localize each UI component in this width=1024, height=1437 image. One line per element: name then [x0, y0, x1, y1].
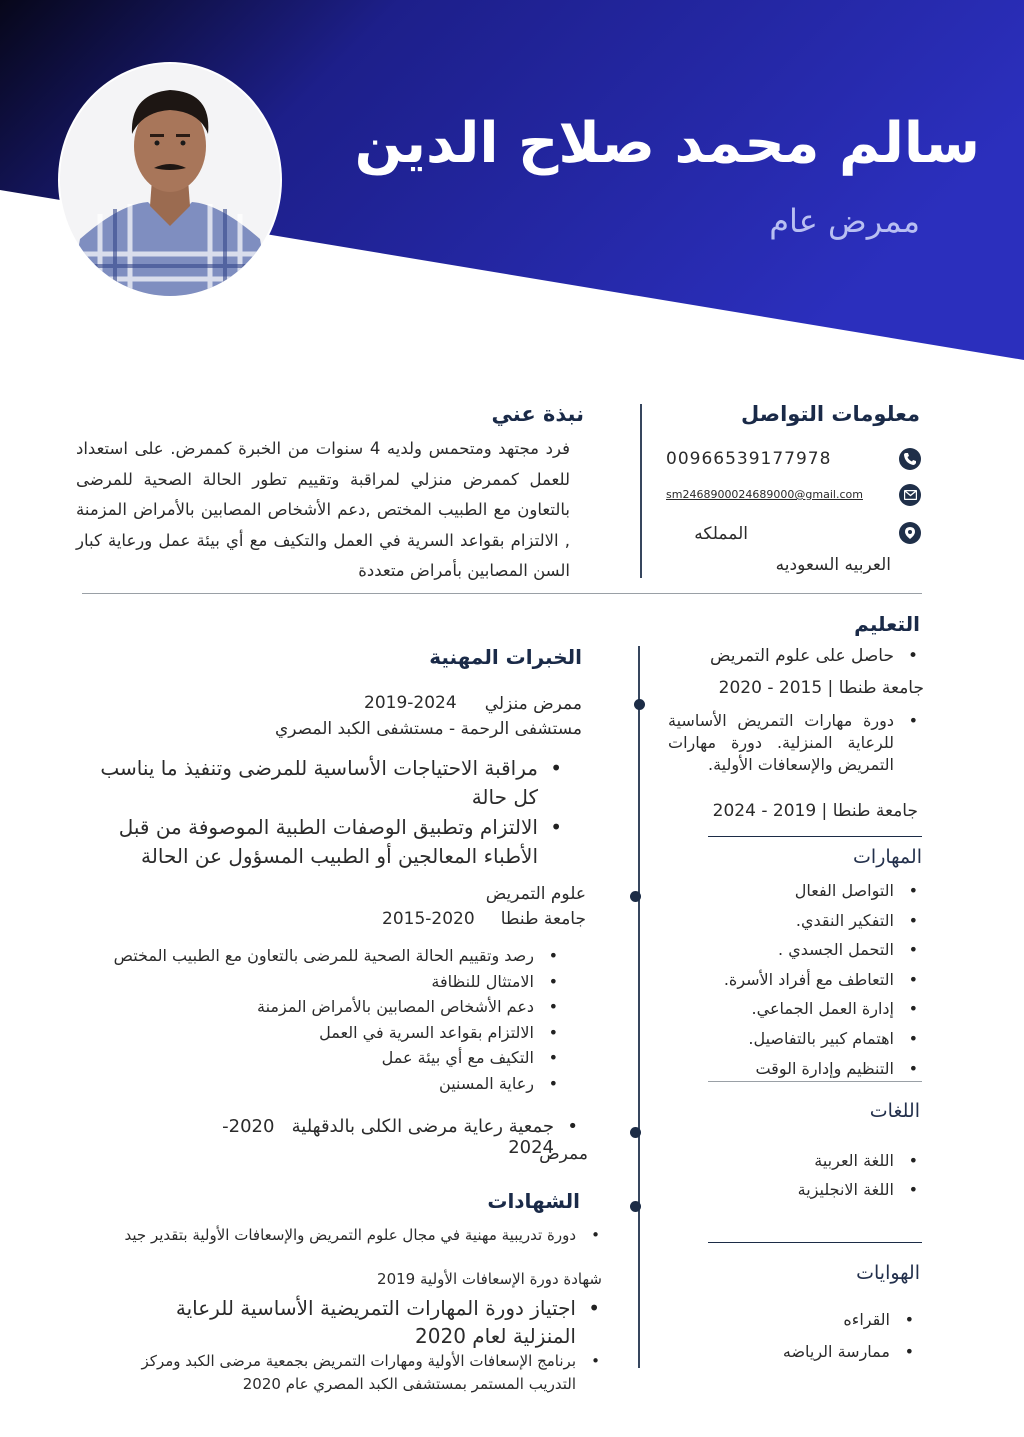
certificate-item: • برنامج الإسعافات الأولية ومهارات التمريض بجمعية مرضى الكبد ومركز التدريب المستمر بمستشفى الكبد المصري عام 2020 [102, 1350, 602, 1396]
skills-heading: المهارات [853, 846, 922, 868]
hobby-item: • ممارسة الرياضه [676, 1336, 916, 1368]
job1-bullets [94, 754, 564, 871]
skill-item: • التعاطف مع أفراد الأسرة. [680, 965, 920, 995]
job2-bullet: • التكيف مع أي بيئة عمل [80, 1045, 560, 1071]
job3-years: 2020-2024 [222, 1116, 554, 1158]
language-item: • اللغة العربية [680, 1146, 920, 1175]
certificates-list [102, 1350, 602, 1396]
hobby-item: • القراءه [676, 1304, 916, 1336]
certificate-item: • دورة تدريبية مهنية في مجال علوم التمريض والإسعافات الأولية بتقدير جيد [102, 1224, 602, 1246]
job2-bullet: • دعم الأشخاص المصابين بالأمراض المزمنة [80, 994, 560, 1020]
certificates-heading: الشهادات [487, 1189, 580, 1213]
certificates-list [122, 1294, 602, 1350]
certificate-note: شهادة دورة الإسعافات الأولية 2019 [377, 1270, 602, 1288]
contact-email[interactable]: sm2468900024689000@gmail.com [666, 488, 863, 501]
education-meta: جامعة طنطا | 2015 - 2020 [718, 678, 924, 698]
job3-role: ممرض [539, 1144, 588, 1164]
skill-item: • إدارة العمل الجماعي. [680, 994, 920, 1024]
job1-years: 2019-2024 [364, 693, 457, 713]
timeline-dot [630, 1127, 641, 1138]
about-text: فرد مجتهد ومتحمس ولديه 4 سنوات من الخبرة كممرض. على استعداد للعمل كممرض منزلي لمراقبة وتقييم تطور الحالة الصحية للمرضى بالتعاون مع الطبيب المختص ,دعم الأشخاص المصابين بالأمراض المزمنة , الالتزام بقواعد السرية في العمل والتكيف مع أي بيئة عمل ورعاية كبار السن المصابين بأمراض متعددة [76, 439, 570, 580]
timeline-dot [630, 891, 641, 902]
profile-photo [58, 62, 282, 298]
job2-bullets [80, 943, 560, 1097]
location-pin-icon [899, 522, 921, 544]
skill-item: • اهتمام كبير بالتفاصيل. [680, 1024, 920, 1054]
timeline-line [638, 646, 640, 1368]
education-heading: التعليم [854, 612, 920, 636]
job2-bullet: • الامتثال للنظافة [80, 969, 560, 995]
languages-list [680, 1146, 920, 1204]
section-divider [708, 1242, 922, 1243]
skill-item: • التواصل الفعال [680, 876, 920, 906]
education-item-2 [668, 710, 920, 776]
job1-bullet: • الالتزام وتطبيق الوصفات الطبية الموصوفة من قبل الأطباء المعالجين أو الطبيب المسؤول عن الحالة [94, 813, 564, 871]
education-title: • دورة مهارات التمريض الأساسية للرعاية المنزلية. دورة مهارات التمريض والإسعافات الأولية. [668, 710, 920, 776]
skills-list [680, 876, 920, 1083]
section-divider [708, 836, 922, 837]
languages-heading: اللغات [869, 1100, 920, 1122]
job1-place: مستشفى الرحمة - مستشفى الكبد المصري [274, 719, 582, 739]
job1-title: ممرض منزلي [484, 694, 582, 714]
certificate-item: • اجتياز دورة المهارات التمريضية الأساسية للرعاية المنزلية لعام 2020 [122, 1294, 602, 1350]
experience-heading: الخبرات المهنية [429, 645, 582, 669]
job2-bullet: • رصد وتقييم الحالة الصحية للمرضى بالتعاون مع الطبيب المختص [80, 943, 560, 969]
top-divider-vertical [640, 404, 642, 578]
contact-location-line2: العربيه السعوديه [775, 555, 891, 575]
section-divider [708, 1081, 922, 1082]
phone-icon [899, 448, 921, 470]
job2-bullet: • الالتزام بقواعد السرية في العمل [80, 1020, 560, 1046]
email-icon [899, 484, 921, 506]
skill-item: • التفكير النقدي. [680, 906, 920, 936]
education-title: • حاصل على علوم التمريض [680, 646, 920, 666]
contact-heading: معلومات التواصل [741, 402, 920, 426]
job3-org-name: جمعية رعاية مرضى الكلى بالدقهلية [291, 1116, 554, 1137]
job-title: ممرض عام [769, 202, 920, 240]
skill-item: • التحمل الجسدي . [680, 935, 920, 965]
timeline-dot [630, 1201, 641, 1212]
education-meta: جامعة طنطا | 2019 - 2024 [712, 801, 918, 821]
section-divider [82, 593, 922, 594]
skill-item: • التنظيم وإدارة الوقت [680, 1054, 920, 1084]
job2-bullet: • رعاية المسنين [80, 1071, 560, 1097]
about-heading: نبذة عني [491, 402, 584, 426]
language-item: • اللغة الانجليزية [680, 1175, 920, 1204]
candidate-name: سالم محمد صلاح الدين [354, 111, 980, 176]
job2-place: جامعة طنطا [500, 909, 586, 929]
job2-title: علوم التمريض [485, 884, 586, 904]
hobbies-heading: الهوايات [856, 1262, 920, 1284]
job1-bullet: • مراقبة الاحتياجات الأساسية للمرضى وتنفيذ ما يناسب كل حالة [94, 754, 564, 812]
timeline-dot [634, 699, 645, 710]
contact-phone: 00966539177978 [666, 449, 832, 469]
education-item-1 [680, 646, 920, 666]
contact-location-line1: المملكه [694, 524, 748, 544]
certificates-list [102, 1224, 602, 1246]
job2-years: 2015-2020 [382, 909, 475, 929]
hobbies-list [676, 1304, 916, 1368]
